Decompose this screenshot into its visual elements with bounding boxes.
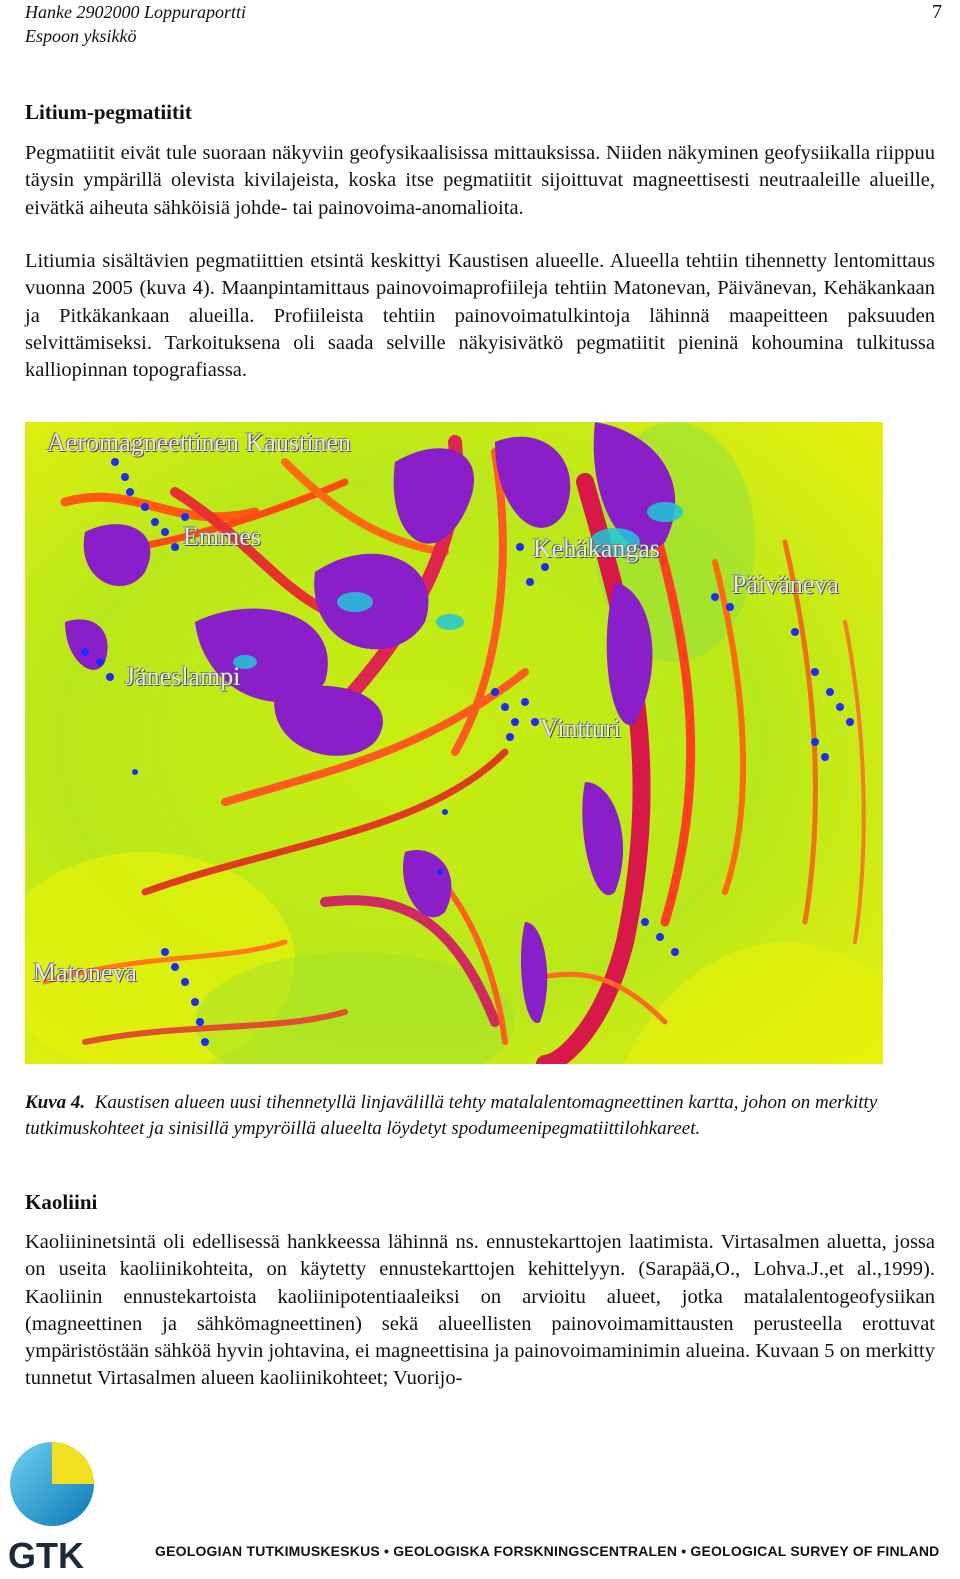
unit-name: Espoon yksikkö [25, 26, 137, 46]
page-number: 7 [932, 1, 942, 23]
figure-caption [25, 1090, 930, 1142]
aeromagnetic-map [25, 422, 883, 1064]
organisation-line: GEOLOGIAN TUTKIMUSKESKUS • GEOLOGISKA FORSKNINGSCENTRALEN • GEOLOGICAL SURVEY OF FINLAND [155, 1543, 940, 1559]
map-label-janeslampi: Jäneslampi [125, 662, 241, 691]
section-heading-lithium: Litium-pegmatiitit [25, 100, 192, 124]
map-label-emmes: Emmes [183, 522, 261, 551]
caption-label: Kuva 4. [25, 1092, 86, 1113]
paragraph-lithium-1: Pegmatiitit eivät tule suoraan näkyviin geofysikaalisissa mittauksissa. Niiden näkyminen geofysiikalla riippuu täysin ympärillä olevista kivilajeista, koska itse pegmatiitit sijoittuvat magneettisesti neutraaleille alueille, eivätkä aiheuta sähköisiä johde- tai painovoima-anomalioita. [25, 142, 935, 219]
document-header [25, 0, 246, 48]
paragraph-kaolin-1: Kaoliininetsintä oli edellisessä hankkeessa lähinnä ns. ennustekarttojen laatimista. Virtasalmen aluetta, jossa on useita kaoliinikohteita, on käytetty ennustekarttojen kehittelyyn. (Sarapää,O., Lohva.J.,et al.,1999). Kaoliinin ennustekartoista kaoliinipotentiaaleiksi on arvioitu alueet, jotka matalalentogeofysiikan (magneettinen ja sähkömagneettinen) sekä alueellisten painovoimamittausten perusteella erottuvat ympäristöstään sähköä hyvin johtavina, ei magneettisina ja painovoimaminimin alueina. Kuvaan 5 on merkitty tunnetut Virtasalmen alueen kaoliinikohteet; Vuorijo- [25, 1231, 935, 1390]
map-image [25, 422, 883, 1064]
gtk-logo [6, 1440, 98, 1575]
map-title: Aeromagneettinen Kaustinen [47, 428, 351, 457]
project-title: Hanke 2902000 Loppuraportti [25, 2, 247, 22]
gtk-logo-text: GTK [8, 1535, 84, 1575]
map-label-matoneva: Matoneva [33, 958, 137, 987]
map-label-kehakangas: Kehäkangas [533, 534, 661, 563]
paragraph-lithium-2: Litiumia sisältävien pegmatiittien etsintä keskittyi Kaustisen alueelle. Alueella tehtiin tihennetty lentomittaus vuonna 2005 (kuva 4). Maanpintamittaus painovoimaprofiileja tehtiin Matonevan, Päivänevan, Kehäkankaan ja Pitkäkankaan alueilla. Profiileista tehtiin painovoimatulkintoja lähinnä maapeitteen paksuuden selvittämiseksi. Tarkoituksena oli saada selville näkyisivätkö pegmatiitit pieninä kohoumina tulkitussa kalliopinnan topografiassa. [25, 250, 935, 382]
caption-text: Kaustisen alueen uusi tihennetyllä linjavälillä tehty matalalentomagneettinen kartta, johon on merkitty tutkimuskohteet ja sinisillä ympyröillä alueelta löydetyt spodumeenipegmatiittilohkareet. [25, 1092, 878, 1139]
section-heading-kaolin: Kaoliini [25, 1190, 98, 1214]
map-label-paivaneva: Päiväneva [732, 570, 839, 599]
map-label-vintturi: Vintturi [540, 714, 621, 743]
